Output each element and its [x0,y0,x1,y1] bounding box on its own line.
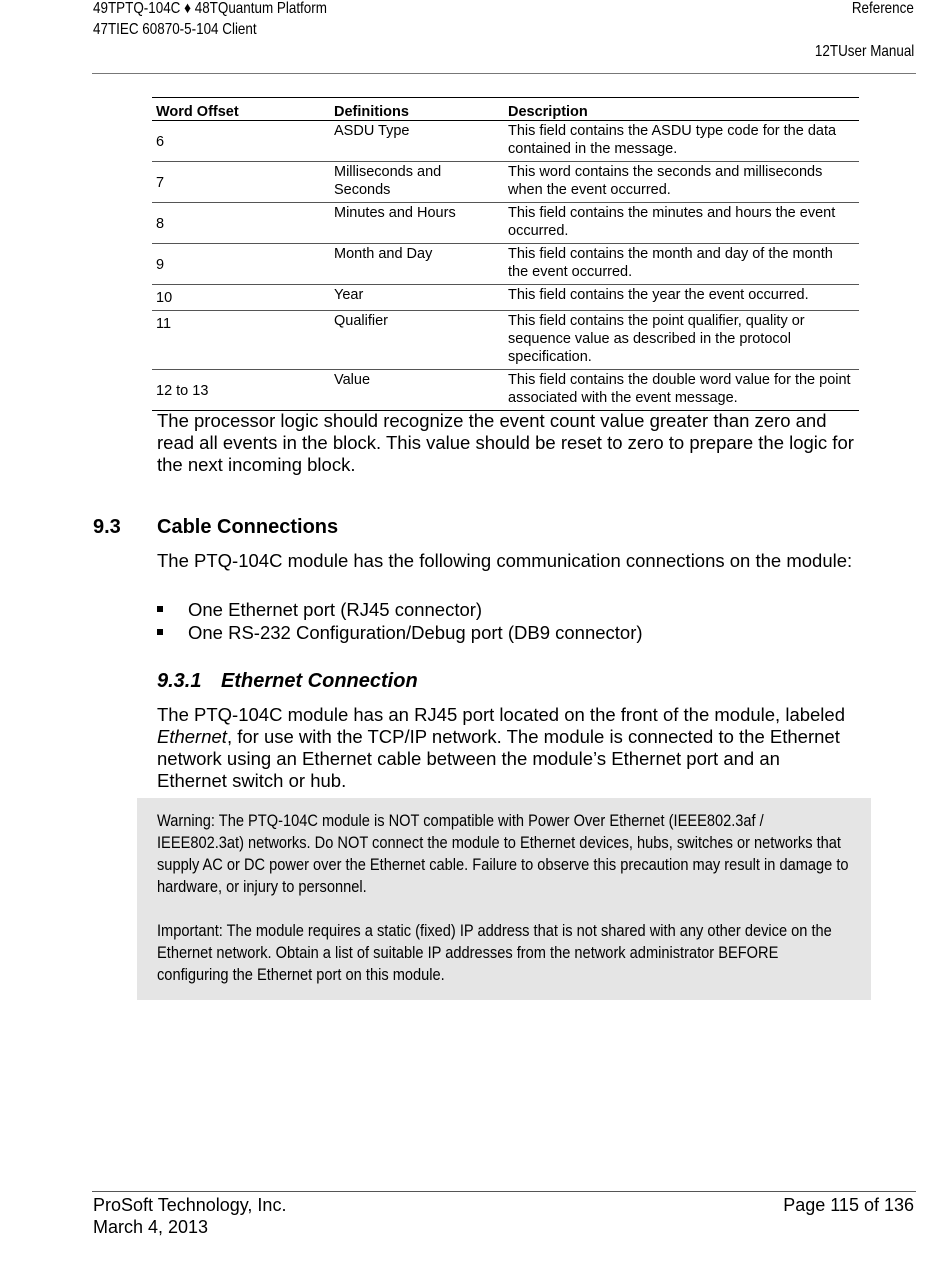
word-offset-cell: 11 [152,311,330,370]
word-offset-cell: 6 [152,121,330,162]
word-offset-cell: 8 [152,203,330,244]
event-count-paragraph: The processor logic should recognize the event count value greater than zero and read all events in the block. This value should be reset to zero to prepare the logic for the next incoming block. [157,410,854,475]
column-header: Description [504,98,859,121]
table-row [152,285,859,311]
definition-cell: Year [330,285,504,311]
subsection-number: 9.3.1 [157,670,202,692]
important-body: The module requires a static (fixed) IP address that is not shared with any other device on the Ethernet network. Obtain a list of suitable IP addresses from the network administrator BEFORE configuring the Ethernet port on this module. [157,921,832,984]
definition-cell: Value [330,370,504,411]
ethernet-paragraph-text: , for use with the TCP/IP network. The module is connected to the Ethernet network using an Ethernet cable between the module’s Ethernet port and an Ethernet switch or hub. [157,726,840,791]
important-text [157,920,854,986]
table-row [152,121,859,162]
definition-cell: Minutes and Hours [330,203,504,244]
section-number: 9.3 [93,516,121,538]
bullet-item: One RS-232 Configuration/Debug port (DB9 connector) [188,622,643,643]
warning-note-box [137,798,871,1000]
header-divider [92,73,916,74]
table-header-row [152,98,859,121]
description-cell: This field contains the point qualifier, quality or sequence value as described in the protocol specification. [504,311,859,370]
ethernet-label-italic: Ethernet [157,726,227,747]
description-cell: This field contains the month and day of the month the event occurred. [504,244,859,285]
definition-cell: Month and Day [330,244,504,285]
header-product: 49TPTQ-104C ♦ 48TQuantum Platform [93,0,327,17]
warning-text [157,810,854,898]
table-row [152,311,859,370]
description-cell: This field contains the ASDU type code for the data contained in the message. [504,121,859,162]
warning-body: The PTQ-104C module is NOT compatible with Power Over Ethernet (IEEE802.3af / IEEE802.3at) networks. Do NOT connect the module to Ethernet devices, hubs, switches or networks that supply AC or DC power over the Ethernet cable. Failure to observe this precaution may result in damage to hardware, or injury to personnel. [157,811,849,896]
footer-company: ProSoft Technology, Inc. [93,1195,287,1215]
footer-page-number: Page 115 of 136 [783,1195,914,1215]
word-offset-cell: 7 [152,162,330,203]
bullet-marker [157,606,163,612]
definition-cell: ASDU Type [330,121,504,162]
column-header: Definitions [330,98,504,121]
ethernet-paragraph-text: The PTQ-104C module has an RJ45 port located on the front of the module, labeled [157,704,845,725]
header-section: Reference [851,0,914,17]
header-manual: 12TUser Manual [814,43,914,60]
section-intro: The PTQ-104C module has the following communication connections on the module: [157,550,853,571]
warning-label: Warning: [157,811,215,830]
word-offset-cell: 10 [152,285,330,311]
column-header: Word Offset [152,98,330,121]
subsection-title: Ethernet Connection [221,670,418,692]
word-offset-cell: 9 [152,244,330,285]
word-offset-cell: 12 to 13 [152,370,330,411]
table-row [152,203,859,244]
ethernet-paragraph [157,704,847,792]
footer-divider [92,1191,916,1192]
description-cell: This field contains the double word value for the point associated with the event message. [504,370,859,411]
definition-cell: Milliseconds and Seconds [330,162,504,203]
section-title: Cable Connections [157,516,339,538]
header-protocol: 47TIEC 60870-5-104 Client [93,21,257,38]
event-word-table [152,97,859,411]
bullet-item: One Ethernet port (RJ45 connector) [188,599,483,620]
description-cell: This field contains the minutes and hours the event occurred. [504,203,859,244]
description-cell: This word contains the seconds and milliseconds when the event occurred. [504,162,859,203]
important-label: Important: [157,921,223,940]
description-cell: This field contains the year the event occurred. [504,285,859,311]
bullet-marker [157,629,163,635]
table-row [152,370,859,411]
table-row [152,162,859,203]
table-row [152,244,859,285]
definition-cell: Qualifier [330,311,504,370]
footer-date: March 4, 2013 [93,1217,209,1237]
